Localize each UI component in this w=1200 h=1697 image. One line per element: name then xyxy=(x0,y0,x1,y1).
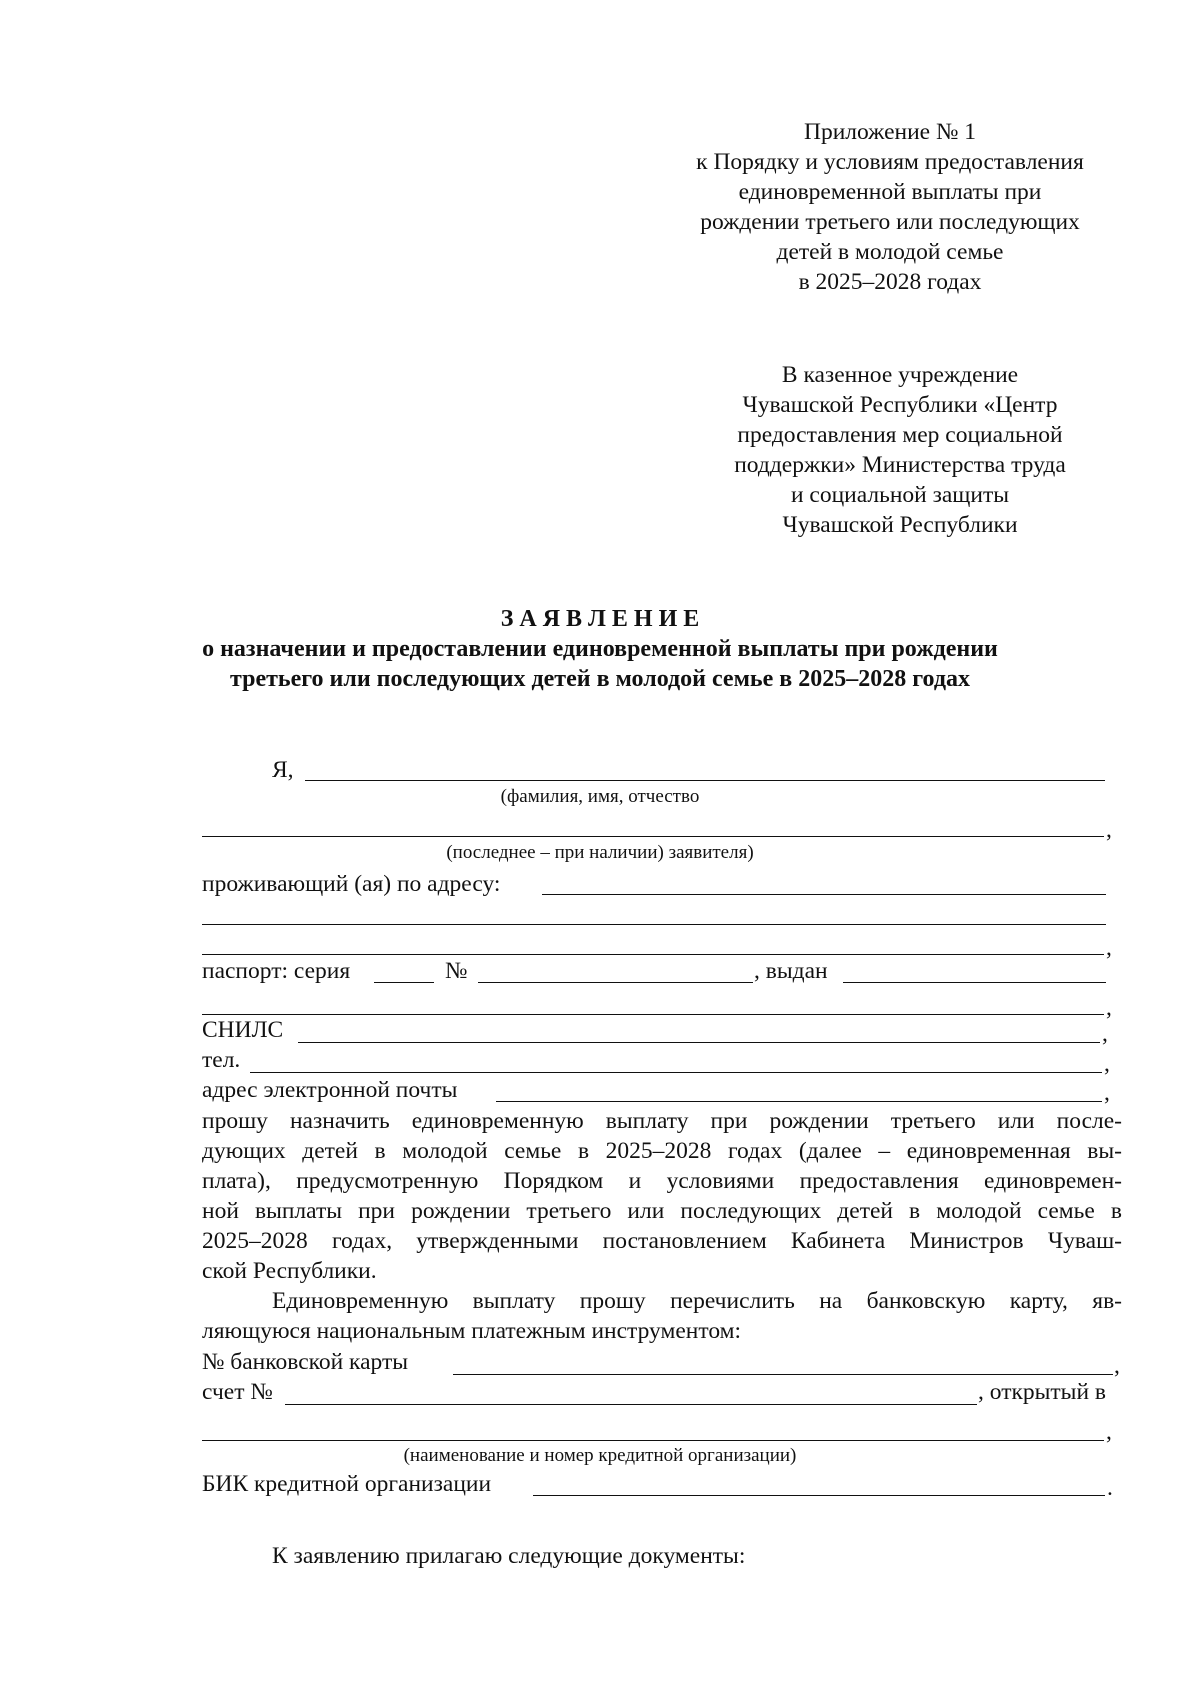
recipient-line: В казенное учреждение xyxy=(781,362,1019,388)
appendix-line: единовременной выплаты при xyxy=(738,179,1042,205)
comma: , xyxy=(1102,1021,1108,1047)
comma: , xyxy=(1106,1419,1112,1445)
card-number-field[interactable] xyxy=(453,1374,1113,1375)
fio-caption-2: (последнее – при наличии) заявителя) xyxy=(446,842,754,863)
request-line: прошу назначить единовременную выплату при рождении третьего или после- xyxy=(202,1108,1122,1134)
account-label: счет № xyxy=(202,1379,273,1405)
comma: , xyxy=(1104,1051,1110,1077)
email-field[interactable] xyxy=(496,1101,1102,1102)
appendix-line: детей в молодой семье xyxy=(776,239,1004,265)
bank-name-field[interactable] xyxy=(202,1440,1104,1441)
request-line: плата), предусмотренную Порядком и условиями предоставления единовремен- xyxy=(202,1168,1122,1194)
period: . xyxy=(1107,1475,1113,1501)
passport-issued-field-continued[interactable] xyxy=(202,1014,1104,1015)
request-line: дующих детей в молодой семье в 2025–2028 годах (далее – единовременная вы- xyxy=(202,1138,1122,1164)
phone-label: тел. xyxy=(202,1047,241,1073)
comma: , xyxy=(1104,1080,1110,1106)
email-label: адрес электронной почты xyxy=(202,1077,458,1103)
document-subtitle-line: третьего или последующих детей в молодой семье в 2025–2028 годах xyxy=(230,666,970,692)
request-line: ной выплаты при рождении третьего или последующих детей в молодой семье в xyxy=(202,1198,1122,1224)
comma: , xyxy=(1106,995,1112,1021)
passport-issued-label: , выдан xyxy=(754,958,828,984)
recipient-block xyxy=(650,360,1150,540)
account-opened-label: , открытый в xyxy=(978,1379,1107,1405)
account-field[interactable] xyxy=(285,1404,977,1405)
recipient-line: и социальной защиты xyxy=(790,482,1010,508)
attachments-label: К заявлению прилагаю следующие документы: xyxy=(272,1543,746,1569)
recipient-line: предоставления мер социальной xyxy=(737,422,1063,448)
recipient-line: Чувашской Республики «Центр xyxy=(742,392,1058,418)
passport-issued-field[interactable] xyxy=(843,982,1106,983)
fio-field[interactable] xyxy=(305,780,1105,781)
fio-field-continued[interactable] xyxy=(202,836,1104,837)
phone-field[interactable] xyxy=(250,1072,1102,1073)
comma: , xyxy=(1106,935,1112,961)
appendix-line: рождении третьего или последующих xyxy=(700,209,1080,235)
appendix-line: Приложение № 1 xyxy=(803,119,977,145)
address-label: проживающий (ая) по адресу: xyxy=(202,871,501,897)
address-field[interactable] xyxy=(542,894,1106,895)
appendix-line: в 2025–2028 годах xyxy=(798,269,982,295)
bank-caption: (наименование и номер кредитной организации) xyxy=(403,1445,797,1466)
transfer-line: ляющуюся национальным платежным инструментом: xyxy=(202,1318,742,1344)
card-label: № банковской карты xyxy=(202,1349,409,1375)
recipient-line: поддержки» Министерства труда xyxy=(734,452,1066,478)
fio-caption: (фамилия, имя, отчество xyxy=(500,786,700,807)
bik-label: БИК кредитной организации xyxy=(202,1471,492,1497)
transfer-line: Единовременную выплату прошу перечислить на банковскую карту, яв- xyxy=(272,1288,1122,1314)
request-line: ской Республики. xyxy=(202,1258,377,1284)
passport-number-label: № xyxy=(445,958,468,984)
bik-field[interactable] xyxy=(533,1495,1105,1496)
address-field-line-2[interactable] xyxy=(202,924,1106,925)
i-label: Я, xyxy=(272,757,294,783)
snils-field[interactable] xyxy=(298,1042,1100,1043)
comma: , xyxy=(1114,1353,1120,1379)
document-title: З А Я В Л Е Н И Е xyxy=(500,606,700,632)
request-line: 2025–2028 годах, утвержденными постановлением Кабинета Министров Чуваш- xyxy=(202,1228,1122,1254)
recipient-line: Чувашской Республики xyxy=(782,512,1018,538)
passport-series-field[interactable] xyxy=(374,982,434,983)
passport-label: паспорт: серия xyxy=(202,958,351,984)
appendix-header xyxy=(640,117,1140,297)
document-subtitle-line: о назначении и предоставлении единовременной выплаты при рождении xyxy=(202,636,998,662)
address-field-line-3[interactable] xyxy=(202,954,1104,955)
snils-label: СНИЛС xyxy=(202,1017,284,1043)
appendix-line: к Порядку и условиям предоставления xyxy=(696,149,1084,175)
passport-number-field[interactable] xyxy=(478,982,753,983)
comma: , xyxy=(1106,817,1112,843)
